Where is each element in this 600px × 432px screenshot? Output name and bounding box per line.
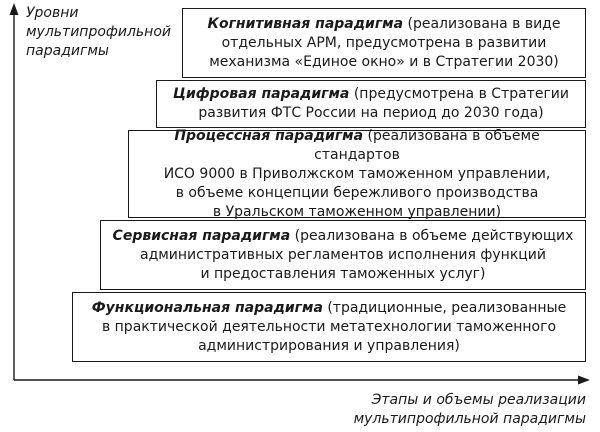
step-text: (реализована в объеме действующих [290, 227, 574, 244]
step-text: администрирования и управления) [198, 337, 460, 354]
step-name: Сервисная парадигма [112, 227, 291, 244]
step-text: и предоставления таможенных услуг) [200, 265, 486, 282]
step-text: механизма «Единое окно» и в Стратегии 2030) [209, 53, 559, 70]
step-text: в объеме концепции бережливого производства [175, 184, 539, 201]
step-text: отдельных АРМ, предусмотрена в развитии [221, 34, 547, 51]
y-axis-label-line: Уровни [26, 5, 79, 21]
step-text: (реализована в виде [403, 15, 561, 32]
step-text: развития ФТС России на период до 2030 года) [198, 105, 544, 121]
step-cognitive-paradigm [182, 8, 586, 78]
step-text: (реализована в объеме стандартов [314, 127, 540, 163]
step-text: (предусмотрена в Стратегии [349, 86, 570, 102]
step-text: в Уральском таможенном управлении) [212, 203, 502, 220]
y-axis-label-line: мультипрофильной [26, 24, 171, 40]
step-name: Когнитивная парадигма [207, 15, 404, 32]
step-text: в практической деятельности метатехнологии таможенного [101, 318, 557, 335]
x-axis-arrow [578, 376, 590, 385]
x-axis-label [354, 391, 586, 429]
step-name: Функциональная парадигма [91, 299, 323, 316]
y-axis-label [26, 4, 171, 61]
step-digital-paradigm [156, 80, 586, 128]
x-axis-label-line: Этапы и объемы реализации [371, 392, 586, 408]
step-service-paradigm [100, 220, 586, 290]
y-axis-arrow [10, 3, 19, 15]
step-text: ИСО 9000 в Приволжском таможенном управлении, [163, 165, 551, 182]
x-axis-label-line: мультипрофильной парадигмы [353, 411, 586, 427]
step-text: (традиционные, реализованные [322, 299, 567, 316]
step-text: административных регламентов исполнения функций [139, 246, 546, 263]
y-axis-label-line: парадигмы [26, 43, 109, 59]
step-process-paradigm [128, 127, 586, 220]
step-name: Процессная парадигма [174, 127, 364, 144]
step-functional-paradigm [72, 292, 586, 362]
step-name: Цифровая парадигма [172, 86, 350, 102]
